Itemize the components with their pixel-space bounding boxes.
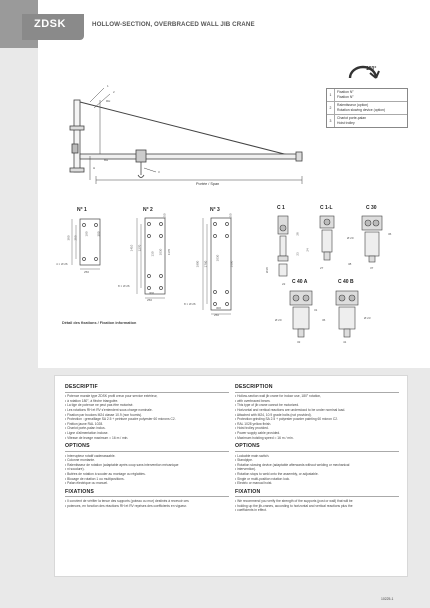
page-header [0,0,430,48]
callout-1: 1 [107,84,109,88]
list-item: • Butées de rotation à souder au montage ou réglables. [65,472,229,477]
dimension: 36 [322,318,326,322]
divider [65,392,229,393]
list-item: • with overbraced beam. [235,399,399,404]
trolley-title: C 40 A [292,279,308,285]
product-code: ZDSK [34,18,66,30]
section-heading: DESCRIPTIF [65,384,98,390]
list-item: • à rotation 180°, à flèche triangulée. [65,399,229,404]
span-label: Portée / Span [196,182,220,186]
list-item: • Finition jaune RAL 1028. [65,422,229,427]
fixation-1-drawing [66,215,106,273]
list-item: • Il convient de vérifier la tenue des supports (poteau ou mur) destinés à recevoir ces [65,499,229,504]
dimension: 1690 [229,260,234,268]
list-item: • Blocage de rotation 1 ou multipositions. [65,477,229,482]
description-list [65,394,229,440]
dimension: 1900 [195,260,200,268]
crane-drawing [60,80,330,200]
list-item: • Hollow-section wall jib crane for indoor use, 180° rotation, [235,394,399,399]
list-item: • This type of jib crane cannot be motorized. [235,403,399,408]
fixation-list [235,499,399,513]
fixation-list [65,499,229,508]
detail-caption: Détail des fixations / Fixation information [62,321,137,325]
dimension: 300 [149,291,155,295]
dimension: 28 [295,232,300,236]
legend-table [326,88,408,128]
list-item: • Vitesse de levage maximum = 16 m / min. [65,436,229,441]
list-item: • We recommend you verify the strength of the supports (post or wall) that will be [235,499,399,504]
dimension: Ø 20 [347,236,354,240]
dimension: Ø18 [264,267,269,273]
dimension: 1270 [137,244,142,252]
legend-text: Chariot porte-palan [337,116,367,120]
list-item: • Ralentisseur de rotation (adaptable après coup sans intervention mécanique [65,463,229,468]
trolley-c40a-drawing [284,287,318,341]
trolley-title: C 1 [277,205,285,211]
callout-2: 2 [113,90,115,94]
english-column [235,384,399,513]
french-column [65,384,229,508]
list-item: • Lockable main switch. [235,454,399,459]
fixation-title: N° 1 [77,207,87,213]
section-heading: OPTIONS [235,443,260,450]
bolt-spec: 4 × Ø 26 [56,262,68,266]
legend-num: 2 [327,102,335,114]
list-item: • Power supply cable provided. [235,431,399,436]
page-number: 10225-1 [381,597,394,601]
list-item: • intervention). [235,467,399,472]
divider [65,496,229,497]
dimension: 41 [343,340,347,344]
dimension: 1410 [129,244,134,252]
dimension: 250 [214,313,220,317]
dimension: Ø 20 [275,318,282,322]
trolley-c30-drawing [356,212,388,266]
divider [235,451,399,452]
divider [235,496,399,497]
legend-text: Fixation N° [337,90,354,94]
dimension: 250 [84,270,90,274]
section-heading: OPTIONS [65,443,90,450]
bolt-spec: 8 × Ø 26 [184,302,196,306]
callout-3: 3 [158,170,160,174]
trolley-title: C 1-L [320,205,333,211]
dimension: 1030 [215,254,220,262]
list-item: • ni soudure). [65,467,229,472]
list-item: • Ligne d'alimentation incluse. [65,431,229,436]
rotation-icon [346,60,380,86]
trolley-c1l-drawing [314,212,340,266]
list-item: • Attached with M24, 10.9 grade bolts (not provided). [235,413,399,418]
dimension: 150 [162,213,167,219]
legend-text: Hoist trolley [337,121,355,125]
label-h: H [93,166,96,170]
list-item: • holding up the jib-cranes, according to horizontal and vertical reactions plus the [235,504,399,509]
legend-num: 1 [327,89,335,101]
dimension: Ø 23 [364,316,371,320]
list-item: • Electric or manual hoist. [235,481,399,486]
list-item: • Chariot porte-palan inclus. [65,426,229,431]
legend-num: 3 [327,115,335,127]
section-heading: FIXATIONS [65,488,95,495]
dimension: 380 [66,235,71,241]
dimension: 1030 [158,248,163,256]
rotation-label: 180° [366,66,377,72]
list-item: • Standpipe. [235,458,399,463]
list-item: • Single or multi-position rotation lock. [235,477,399,482]
list-item: • Maximum hoisting speed = 16 m / min. [235,436,399,441]
trolley-title: C 30 [366,205,377,211]
divider [235,392,399,393]
dimension: 38 [348,262,352,266]
bolt-spec: 8 × Ø 26 [118,284,130,288]
list-item: • Potence murale type ZDSK profil creux pour service extérieur, [65,394,229,399]
legend-text: Fixation N° [337,95,354,99]
dimension: 37 [370,266,374,270]
list-item: • potences, en fonction des réactions RH et RV reprises des coefficients en vigueur. [65,504,229,509]
list-item: • Protection:grinding SA 2.5 + polyester powder painting 60 micron C2. [235,417,399,422]
fixation-title: N° 3 [210,207,220,213]
fixation-2-drawing [131,214,171,302]
options-list [65,454,229,486]
fixation-title: N° 2 [143,207,153,213]
list-item: • Horizontal and vertical reactions are understood to be under nominal load. [235,408,399,413]
list-item: • Hoist trolley provided. [235,426,399,431]
list-item: • Protection : grenaillage SA 2.5 + peinture poudre polyester 60 microns C2. [65,417,229,422]
trolley-c40b-drawing [330,287,364,341]
label-bh: BH [104,158,109,162]
trolley-c1-drawing [270,212,296,282]
list-item: • Rotation stops to weld onto the assembly, or adjustable. [235,472,399,477]
legend-text: Ralentisseur (option) [337,103,369,107]
dimension: 150 [228,213,233,219]
legend-row [327,102,407,115]
legend-row [327,89,407,102]
list-item: • Interrupteur rotatif cadenassable. [65,454,229,459]
list-item: • La tige de potence ne peut pas être motorisé. [65,403,229,408]
dimension: 27 [320,266,324,270]
list-item: • Rotation slowing device (adaptable afterwards without welding or mechanical [235,463,399,468]
list-item: • Palan électrique ou manuel. [65,481,229,486]
dimension: 250 [73,235,78,241]
trolley-title: C 40 B [338,279,354,285]
dimension: 300 [216,306,222,310]
dimension: 32 [297,340,301,344]
description-list [235,394,399,440]
section-heading: FIXATION [235,488,261,495]
label-rh: RH [106,99,111,103]
list-item: • Colonne montante. [65,458,229,463]
dimension: 23 [295,252,300,256]
section-heading: DESCRIPTION [235,384,273,390]
dimension: 31 [314,308,318,312]
dimension: 300 [96,231,101,237]
list-item: • Les rotations RH et RV s'entendent sous charge nominale. [65,408,229,413]
dimension: 1170 [167,248,172,256]
divider [65,451,229,452]
dimension: 190 [84,231,89,237]
dimension: 36 [388,232,392,236]
list-item: • coefficients in effect. [235,508,399,513]
list-item: • RAL 1028 yellow finish. [235,422,399,427]
dimension: 250 [147,298,153,302]
list-item: • Fixation par boulons M24 classe 10.9 (non fournis). [65,413,229,418]
description-panel [54,375,408,577]
dimension: 24 [305,248,310,252]
legend-text: Rotation slowing device (option) [337,108,386,112]
dimension: 1760 [203,260,208,268]
legend-row [327,115,407,127]
options-list [235,454,399,486]
dimension: 22 [282,282,286,286]
dimension: 130 [150,251,155,257]
page-title: HOLLOW-SECTION, OVERBRACED WALL JIB CRANE [92,21,255,28]
